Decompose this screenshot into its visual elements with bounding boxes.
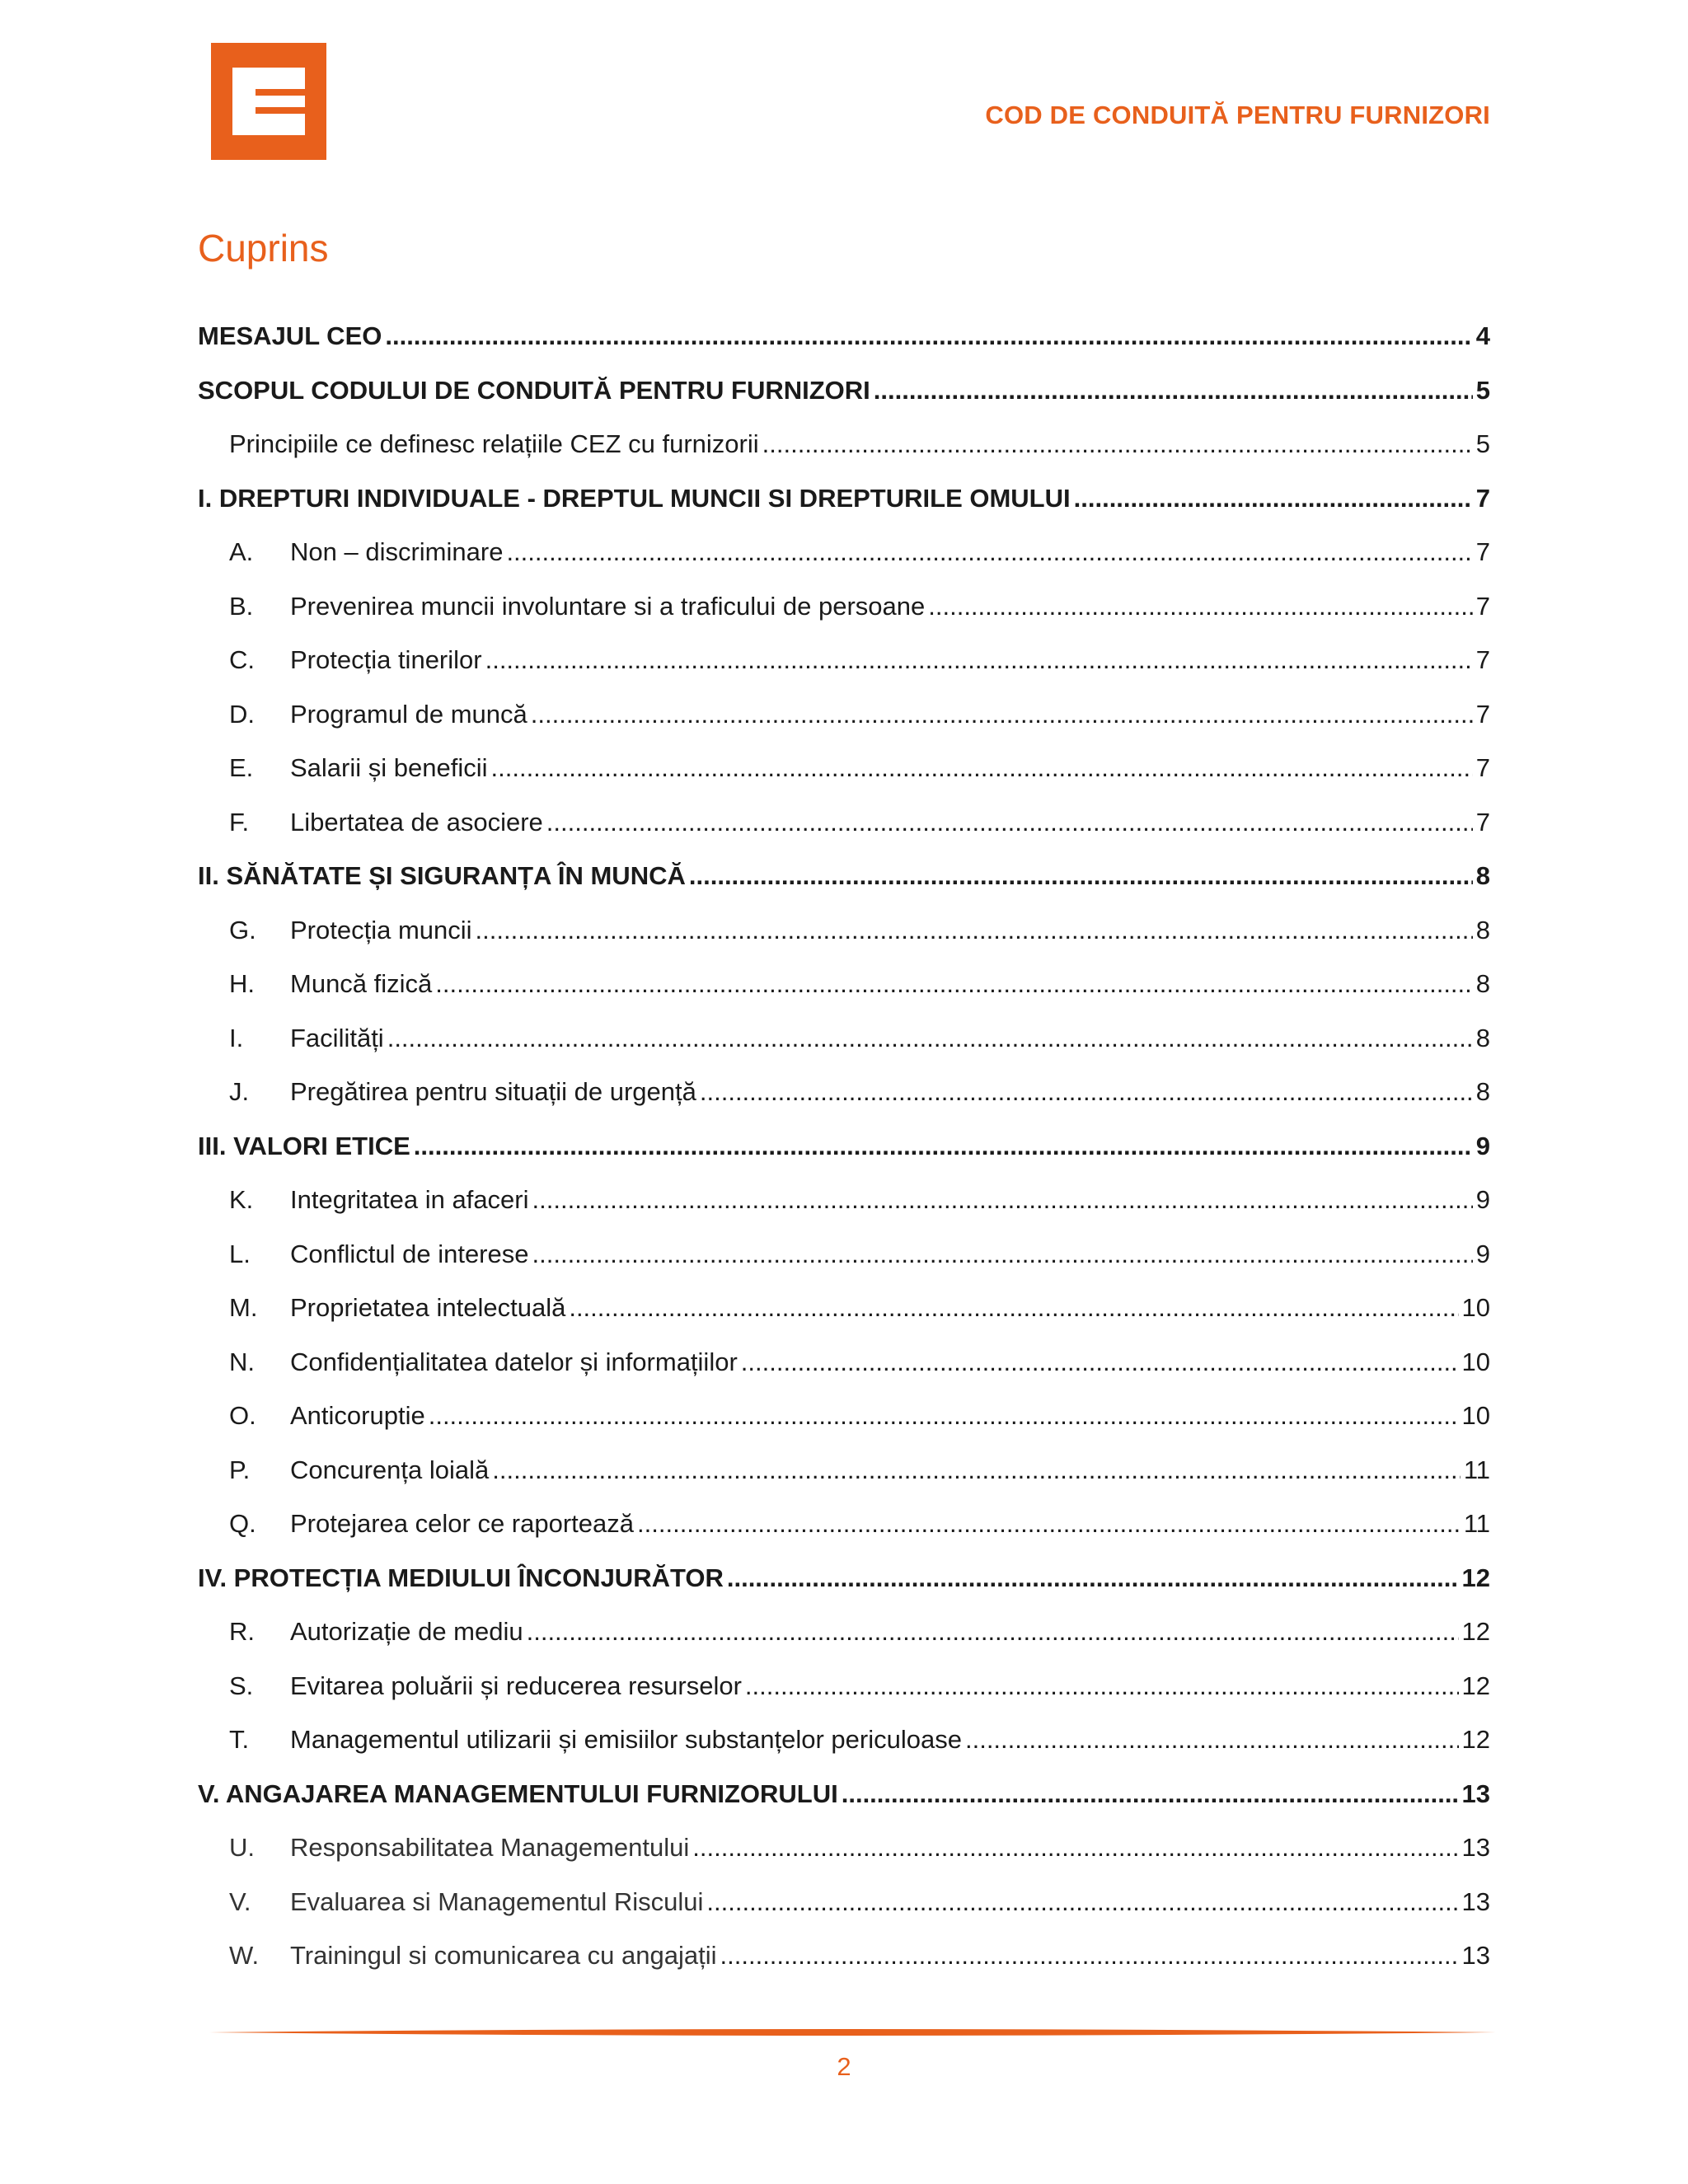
toc-subsection-entry[interactable] bbox=[198, 1398, 1490, 1452]
toc-leader-dots bbox=[1074, 484, 1473, 513]
toc-entry-label: Evitarea poluării și reducerea resurselor bbox=[290, 1671, 742, 1700]
toc-entry-label: I. DREPTURI INDIVIDUALE - DREPTUL MUNCII SI DREPTURILE OMULUI bbox=[198, 483, 1071, 513]
toc-entry-letter: C. bbox=[229, 645, 255, 674]
toc-entry-page-number: 7 bbox=[1475, 699, 1490, 729]
toc-leader-dots bbox=[637, 1509, 1461, 1539]
toc-subsection-entry[interactable] bbox=[198, 1236, 1490, 1291]
toc-entry-page-number: 13 bbox=[1461, 1941, 1490, 1970]
toc-subsection-entry[interactable] bbox=[198, 1182, 1490, 1236]
toc-subsection-entry[interactable] bbox=[198, 588, 1490, 643]
toc-leader-dots bbox=[491, 753, 1473, 783]
toc-entry-letter: U. bbox=[229, 1833, 255, 1862]
toc-entry-page-number: 7 bbox=[1475, 753, 1490, 782]
toc-entry-letter: K. bbox=[229, 1185, 254, 1214]
toc-entry-page-number: 9 bbox=[1475, 1131, 1490, 1160]
toc-leader-dots bbox=[700, 1077, 1473, 1107]
toc-entry-label: Prevenirea muncii involuntare si a traficului de persoane bbox=[290, 591, 926, 621]
toc-entry-letter: D. bbox=[229, 699, 255, 729]
toc-subsection-entry[interactable] bbox=[198, 1452, 1490, 1507]
toc-entry-label: Proprietatea intelectuală bbox=[290, 1293, 566, 1322]
toc-entry-page-number: 12 bbox=[1461, 1563, 1490, 1592]
toc-entry-letter: T. bbox=[229, 1725, 250, 1754]
toc-subsection-entry[interactable] bbox=[198, 750, 1490, 804]
toc-entry-page-number: 5 bbox=[1475, 429, 1490, 458]
toc-leader-dots bbox=[476, 916, 1473, 945]
toc-leader-dots bbox=[527, 1617, 1459, 1647]
toc-subsection-entry[interactable] bbox=[198, 1668, 1490, 1722]
toc-entry-page-number: 10 bbox=[1461, 1401, 1490, 1430]
toc-subsection-entry[interactable] bbox=[198, 912, 1490, 967]
toc-title: Cuprins bbox=[198, 226, 329, 269]
document-header-title: COD DE CONDUITĂ PENTRU FURNIZORI bbox=[985, 101, 1490, 129]
toc-entry-page-number: 13 bbox=[1461, 1779, 1490, 1808]
toc-section-entry[interactable] bbox=[198, 1560, 1490, 1615]
toc-subsection-entry[interactable] bbox=[198, 1722, 1490, 1776]
toc-section-entry[interactable] bbox=[198, 858, 1490, 912]
toc-entry-page-number: 8 bbox=[1475, 969, 1490, 998]
toc-leader-dots bbox=[965, 1725, 1459, 1755]
toc-entry-letter: O. bbox=[229, 1401, 256, 1430]
table-of-contents bbox=[198, 318, 1490, 1992]
toc-entry-letter: H. bbox=[229, 969, 255, 998]
toc-entry-label: Programul de muncă bbox=[290, 699, 528, 729]
toc-entry-letter: P. bbox=[229, 1455, 251, 1484]
toc-entry-letter: A. bbox=[229, 537, 254, 566]
toc-entry-label: Facilități bbox=[290, 1023, 384, 1052]
toc-leader-dots bbox=[569, 1293, 1458, 1323]
toc-entry-label: Libertatea de asociere bbox=[290, 807, 543, 837]
toc-entry-label: Trainingul si comunicarea cu angajații bbox=[290, 1941, 717, 1970]
toc-entry-letter: E. bbox=[229, 753, 254, 782]
toc-entry-label: Confidențialitatea datelor și informațiilor bbox=[290, 1347, 738, 1376]
toc-entry-label: Evaluarea si Managementul Riscului bbox=[290, 1886, 704, 1916]
toc-leader-dots bbox=[385, 321, 1472, 351]
toc-leader-dots bbox=[874, 376, 1473, 405]
toc-entry-page-number: 10 bbox=[1461, 1347, 1490, 1376]
toc-leader-dots bbox=[762, 429, 1473, 459]
toc-subsection-entry[interactable] bbox=[198, 1344, 1490, 1399]
toc-subsection-entry[interactable] bbox=[198, 534, 1490, 588]
toc-subsection-entry[interactable] bbox=[198, 1020, 1490, 1075]
toc-leader-dots bbox=[928, 592, 1473, 621]
toc-entry-page-number: 7 bbox=[1475, 537, 1490, 566]
toc-leader-dots bbox=[532, 1240, 1473, 1269]
toc-subsection-entry[interactable] bbox=[198, 1884, 1490, 1938]
toc-entry-label: Conflictul de interese bbox=[290, 1239, 529, 1268]
toc-subsection-entry[interactable] bbox=[198, 642, 1490, 696]
toc-leader-dots bbox=[532, 1185, 1473, 1215]
toc-entry-letter: R. bbox=[229, 1617, 255, 1646]
toc-entry-letter: Q. bbox=[229, 1509, 256, 1538]
toc-entry-page-number: 7 bbox=[1475, 645, 1490, 674]
toc-leader-dots bbox=[435, 969, 1472, 999]
toc-entry-page-number: 13 bbox=[1461, 1833, 1490, 1862]
toc-entry-page-number: 7 bbox=[1475, 483, 1490, 513]
toc-leader-dots bbox=[485, 645, 1473, 675]
toc-entry-letter: M. bbox=[229, 1293, 258, 1322]
toc-entry-label: SCOPUL CODULUI DE CONDUITĂ PENTRU FURNIZORI bbox=[198, 375, 870, 405]
toc-leader-dots bbox=[692, 1833, 1458, 1863]
toc-section-entry[interactable] bbox=[198, 480, 1490, 535]
toc-subsection-entry[interactable] bbox=[198, 1938, 1490, 1992]
toc-entry-letter: F. bbox=[229, 807, 250, 837]
toc-entry-label: Pregătirea pentru situații de urgență bbox=[290, 1077, 696, 1106]
toc-entry-letter: I. bbox=[229, 1023, 244, 1052]
footer-divider bbox=[206, 2027, 1496, 2037]
toc-entry-page-number: 7 bbox=[1475, 591, 1490, 621]
toc-subsection-entry[interactable] bbox=[198, 1506, 1490, 1560]
toc-subsection-entry[interactable] bbox=[198, 1614, 1490, 1668]
toc-entry-label: MESAJUL CEO bbox=[198, 321, 382, 350]
toc-entry-page-number: 12 bbox=[1461, 1671, 1490, 1700]
toc-entry-label: Salarii și beneficii bbox=[290, 753, 488, 782]
toc-entry-page-number: 8 bbox=[1475, 861, 1490, 890]
toc-entry-page-number: 11 bbox=[1463, 1509, 1490, 1538]
toc-entry-label: Protecția tinerilor bbox=[290, 645, 482, 674]
toc-entry-page-number: 11 bbox=[1463, 1455, 1490, 1484]
toc-subsection-entry[interactable] bbox=[198, 804, 1490, 859]
toc-entry-letter: J. bbox=[229, 1077, 250, 1106]
toc-subsection-entry[interactable] bbox=[198, 696, 1490, 751]
toc-leader-dots bbox=[492, 1455, 1461, 1485]
toc-entry-letter: L. bbox=[229, 1239, 251, 1268]
toc-leader-dots bbox=[706, 1887, 1458, 1917]
toc-leader-dots bbox=[842, 1779, 1459, 1809]
toc-entry-label: II. SĂNĂTATE ȘI SIGURANȚA ÎN MUNCĂ bbox=[198, 861, 686, 890]
toc-entry-letter: S. bbox=[229, 1671, 254, 1700]
toc-entry-letter: N. bbox=[229, 1347, 255, 1376]
toc-entry-label: Non – discriminare bbox=[290, 537, 504, 566]
cez-logo-icon bbox=[211, 43, 326, 160]
toc-leader-dots bbox=[506, 537, 1472, 567]
toc-entry-label: Integritatea in afaceri bbox=[290, 1185, 529, 1214]
toc-entry-page-number: 13 bbox=[1461, 1886, 1490, 1916]
toc-entry-label: Concurența loială bbox=[290, 1455, 490, 1484]
toc-leader-dots bbox=[414, 1132, 1473, 1161]
toc-leader-dots bbox=[546, 808, 1473, 837]
toc-entry-label: Protecția muncii bbox=[290, 915, 472, 944]
toc-entry-page-number: 9 bbox=[1475, 1185, 1490, 1214]
toc-section-entry[interactable] bbox=[198, 373, 1490, 427]
toc-leader-dots bbox=[429, 1401, 1459, 1431]
toc-entry-label: IV. PROTECȚIA MEDIULUI ÎNCONJURĂTOR bbox=[198, 1563, 724, 1592]
page-number: 2 bbox=[837, 2052, 851, 2081]
toc-entry-label: Principiile ce definesc relațiile CEZ cu furnizorii bbox=[229, 429, 759, 458]
toc-entry-label: Managementul utilizarii și emisiilor substanțelor periculoase bbox=[290, 1725, 962, 1754]
toc-leader-dots bbox=[689, 861, 1473, 891]
toc-leader-dots bbox=[727, 1563, 1459, 1593]
toc-entry-page-number: 9 bbox=[1475, 1239, 1490, 1268]
toc-entry-letter: V. bbox=[229, 1886, 251, 1916]
toc-entry-page-number: 12 bbox=[1461, 1617, 1490, 1646]
toc-section-entry[interactable] bbox=[198, 318, 1490, 373]
toc-entry-label: Muncă fizică bbox=[290, 969, 433, 998]
toc-entry-page-number: 8 bbox=[1475, 1023, 1490, 1052]
toc-entry-label: Protejarea celor ce raportează bbox=[290, 1509, 635, 1538]
toc-entry-label: III. VALORI ETICE bbox=[198, 1131, 410, 1160]
toc-leader-dots bbox=[720, 1941, 1459, 1971]
toc-entry-label: Responsabilitatea Managementului bbox=[290, 1833, 690, 1862]
toc-section-entry[interactable] bbox=[198, 1776, 1490, 1830]
toc-entry-label: Autorizație de mediu bbox=[290, 1617, 523, 1646]
toc-entry-page-number: 10 bbox=[1461, 1293, 1490, 1322]
toc-subsection-entry[interactable] bbox=[198, 966, 1490, 1020]
toc-leader-dots bbox=[387, 1024, 1473, 1053]
toc-subsection-entry[interactable] bbox=[198, 1074, 1490, 1128]
toc-subsection-entry[interactable] bbox=[198, 1290, 1490, 1344]
toc-leader-dots bbox=[745, 1671, 1459, 1701]
toc-entry-label: Anticoruptie bbox=[290, 1401, 425, 1430]
toc-entry-page-number: 5 bbox=[1475, 375, 1490, 405]
toc-entry-page-number: 7 bbox=[1475, 807, 1490, 837]
toc-subsection-entry[interactable] bbox=[198, 426, 1490, 480]
toc-subsection-entry[interactable] bbox=[198, 1830, 1490, 1884]
toc-leader-dots bbox=[531, 700, 1473, 729]
toc-entry-letter: G. bbox=[229, 915, 256, 944]
toc-leader-dots bbox=[741, 1347, 1459, 1377]
toc-entry-letter: B. bbox=[229, 591, 254, 621]
toc-entry-letter: W. bbox=[229, 1941, 260, 1970]
toc-entry-page-number: 8 bbox=[1475, 915, 1490, 944]
toc-entry-page-number: 4 bbox=[1475, 321, 1490, 350]
toc-entry-label: V. ANGAJAREA MANAGEMENTULUI FURNIZORULUI bbox=[198, 1779, 838, 1808]
toc-section-entry[interactable] bbox=[198, 1128, 1490, 1183]
toc-entry-page-number: 8 bbox=[1475, 1077, 1490, 1106]
toc-entry-page-number: 12 bbox=[1461, 1725, 1490, 1754]
